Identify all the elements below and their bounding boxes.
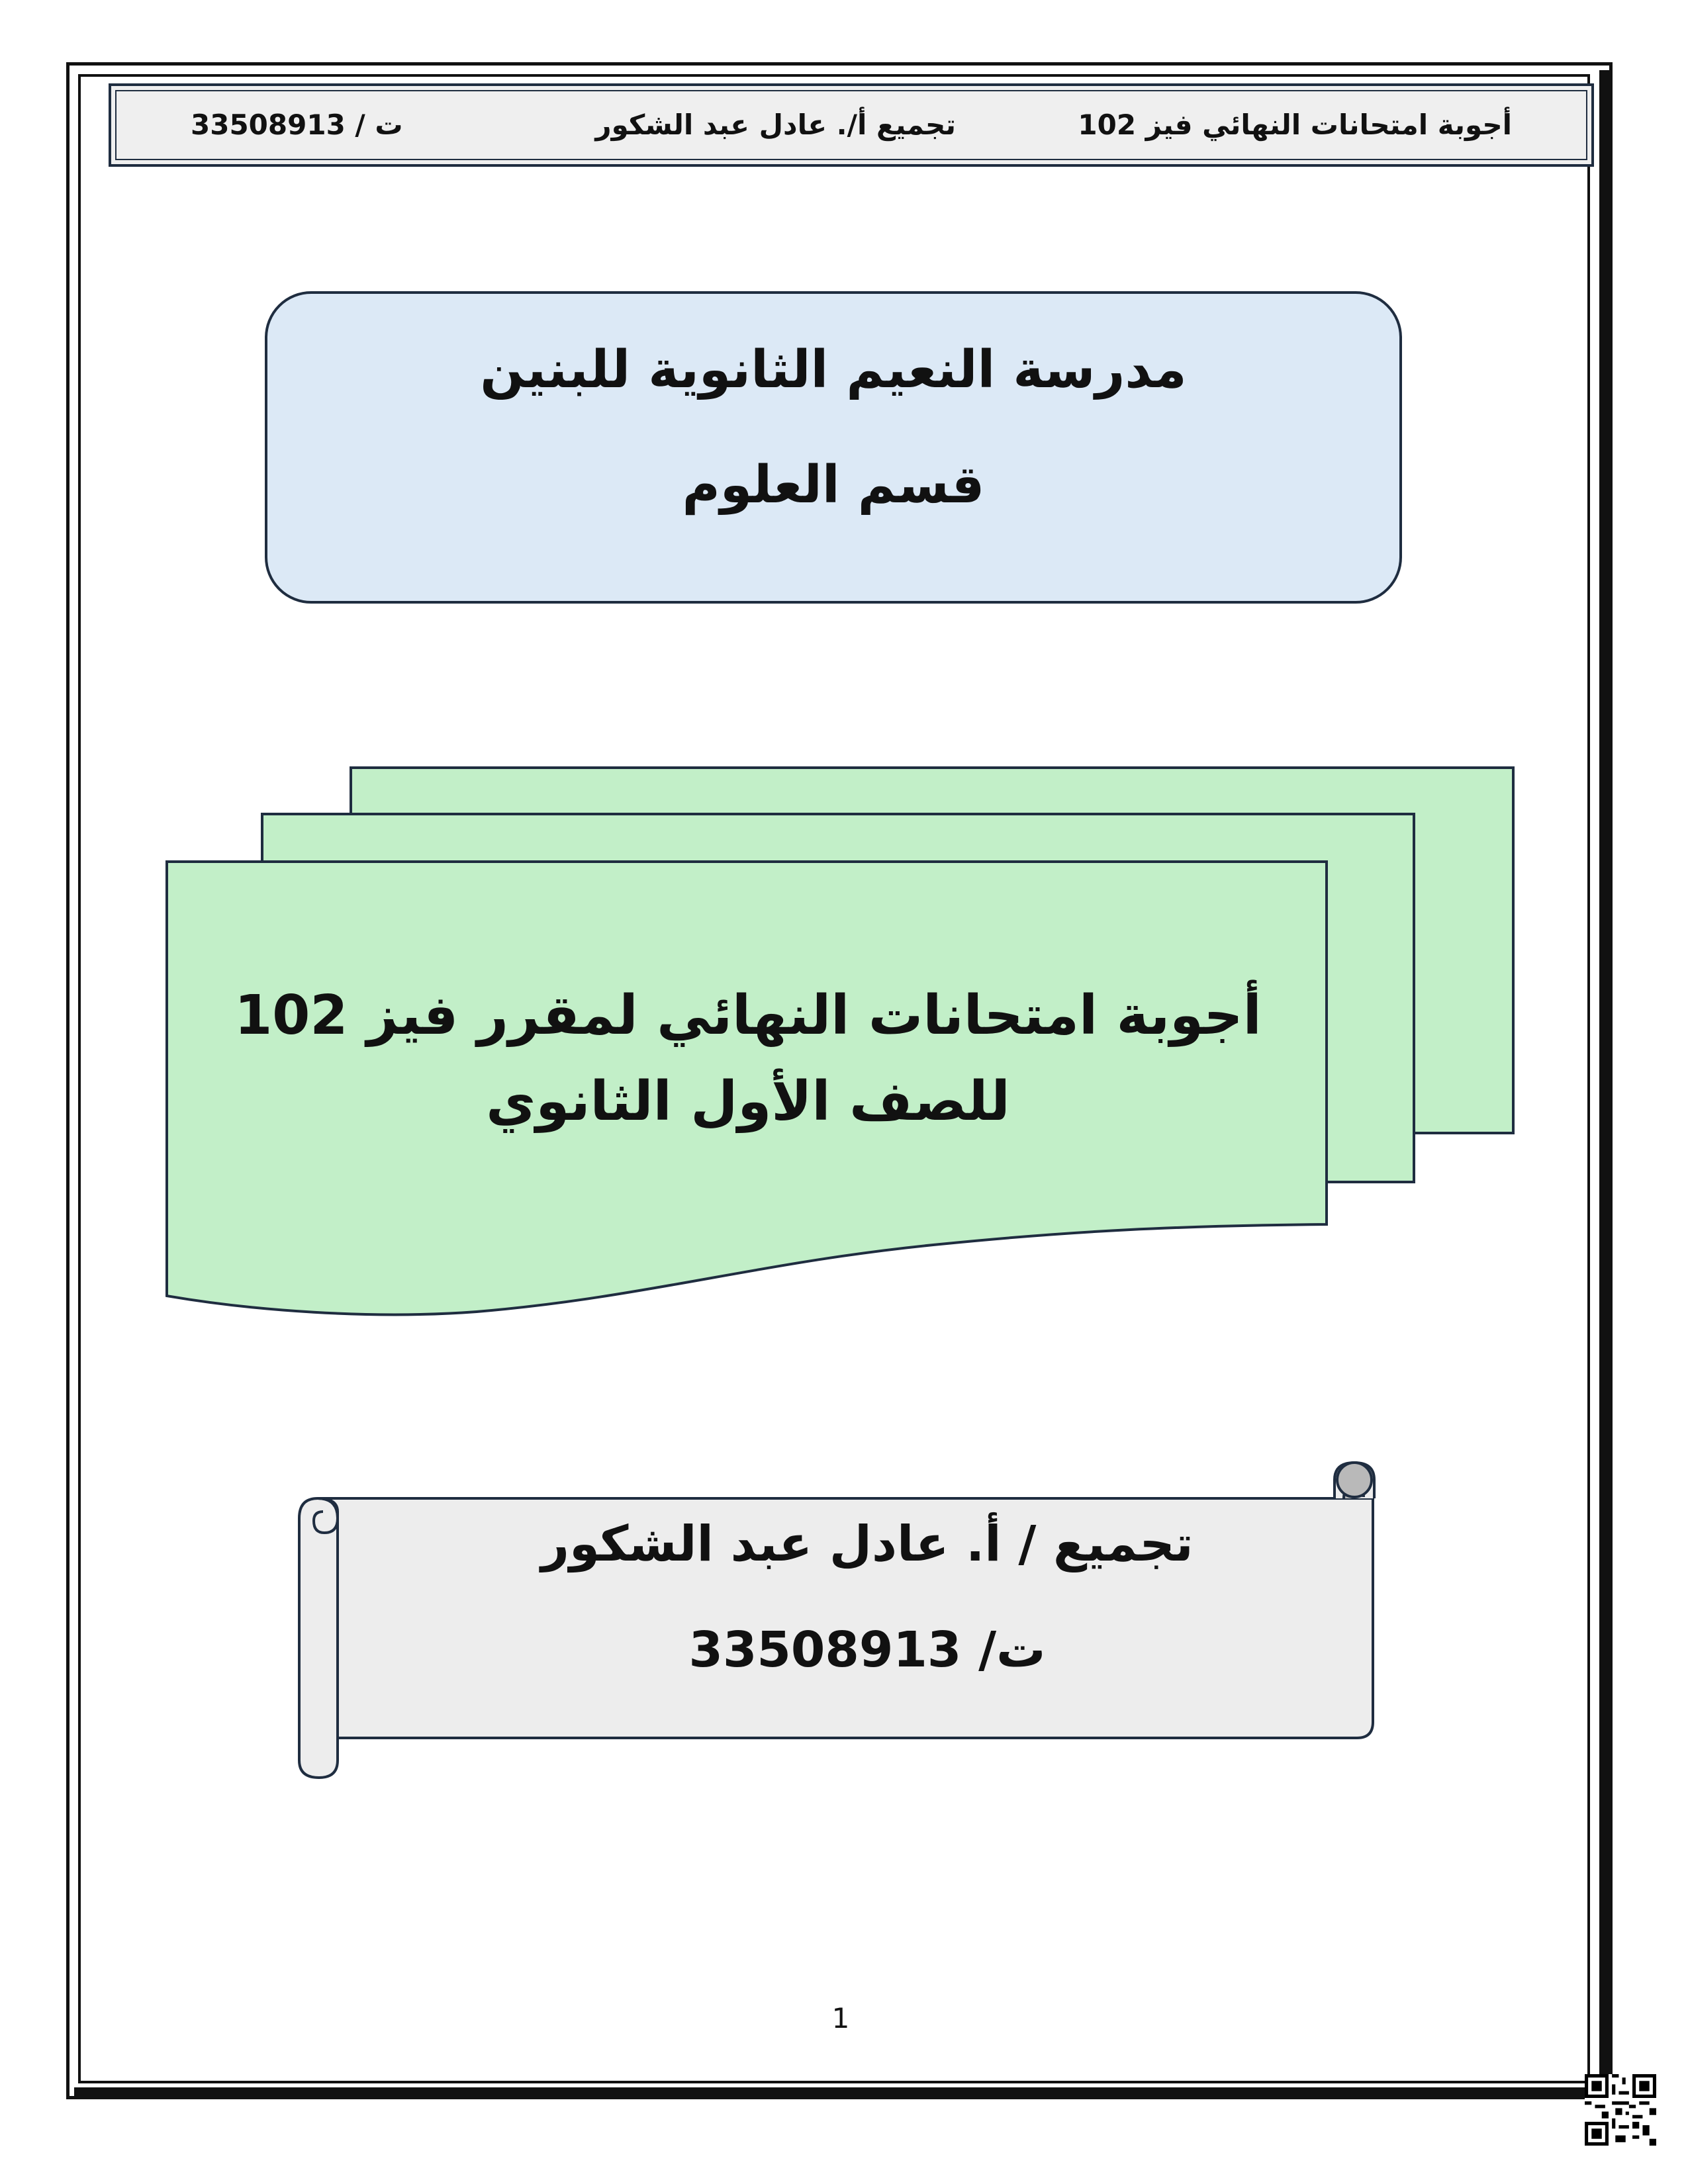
school-name: مدرسة النعيم الثانوية للبنين bbox=[480, 340, 1187, 400]
scroll-compiler: تجميع / أ. عادل عبد الشكور bbox=[541, 1516, 1194, 1572]
scroll-phone: ت/ 33508913 bbox=[688, 1621, 1046, 1678]
main-title: أجوبة امتحانات النهائي لمقرر فيز 102 للصف الأول الثانوي bbox=[234, 984, 1262, 1133]
department-name: قسم العلوم bbox=[682, 455, 985, 515]
qr-code-icon bbox=[1585, 2074, 1656, 2146]
page-number: 1 bbox=[831, 2002, 850, 2034]
header-phone: ت / 33508913 bbox=[191, 109, 403, 141]
scroll-banner bbox=[299, 1463, 1374, 1778]
header-compiler: تجميع أ/. عادل عبد الشكور bbox=[595, 109, 956, 141]
header-title: أجوبة امتحانات النهائي فيز 102 bbox=[1078, 109, 1512, 141]
